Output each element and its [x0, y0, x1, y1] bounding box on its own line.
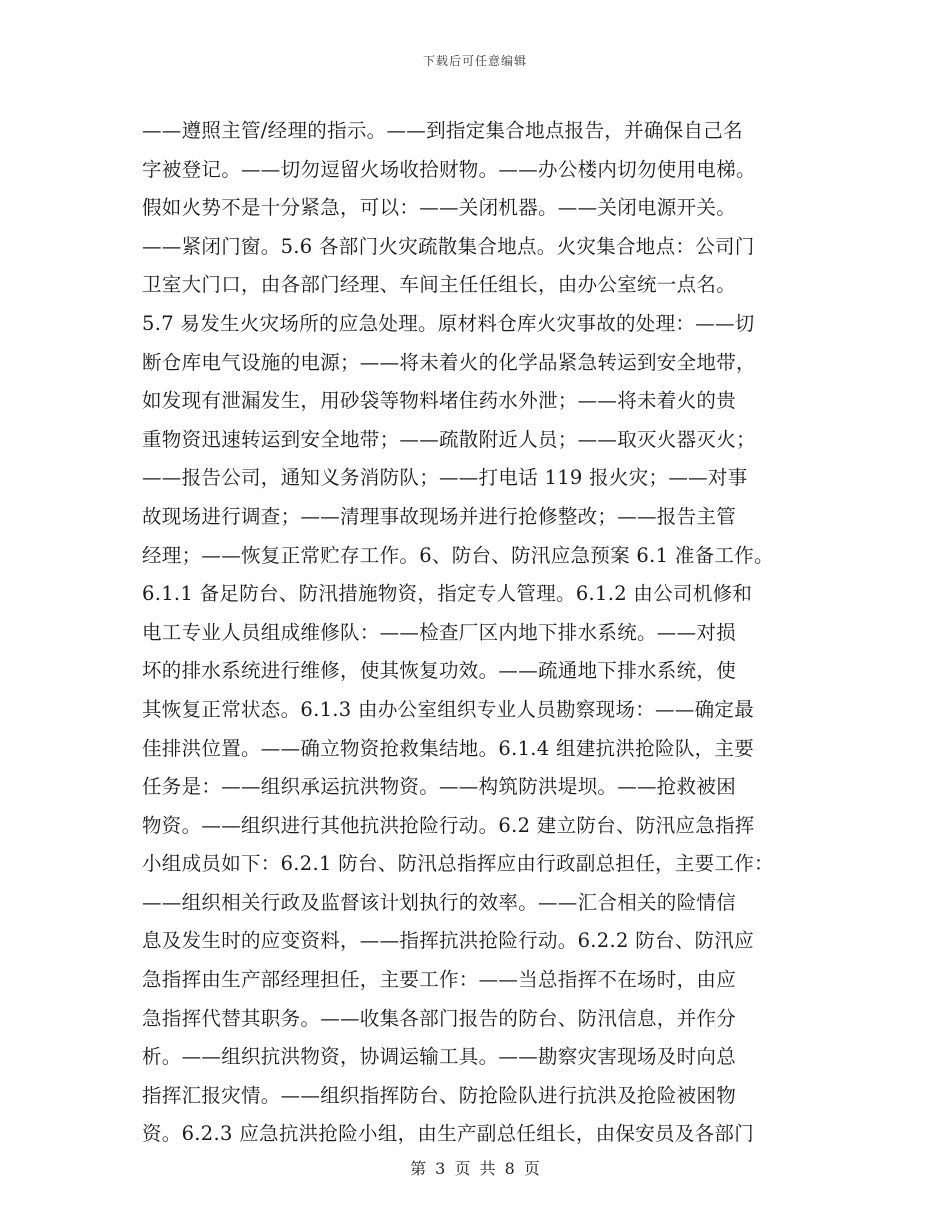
body-line: 息及发生时的应变资料，——指挥抗洪抢险行动。6.2.2 防台、防汛应 [142, 929, 755, 953]
document-body [142, 112, 822, 1154]
body-line: 5.7 易发生火灾场所的应急处理。原材料仓库火灾事故的处理：——切 [142, 311, 755, 335]
body-line: 急指挥由生产部经理担任，主要工作：——当总指挥不在场时，由应 [142, 968, 737, 992]
body-line: 字被登记。——切勿逗留火场收拾财物。——办公楼内切勿使用电梯。 [142, 157, 756, 181]
body-line: 资。6.2.3 应急抗洪抢险小组，由生产副总任组长，由保安员及各部门 [142, 1122, 755, 1146]
body-line: 析。——组织抗洪物资，协调运输工具。——勘察灾害现场及时向总 [142, 1045, 736, 1069]
body-line: 物资。——组织进行其他抗洪抢险行动。6.2 建立防台、防汛应急指挥 [142, 813, 755, 837]
body-line: 其恢复正常状态。6.1.3 由办公室组织专业人员勘察现场：——确定最 [142, 697, 755, 721]
body-line: 指挥汇报灾情。——组织指挥防台、防抢险队进行抗洪及抢险被困物 [142, 1083, 737, 1107]
body-line: 任务是：——组织承运抗洪物资。——构筑防洪堤坝。——抢救被困 [142, 775, 736, 799]
body-line: 小组成员如下：6.2.1 防台、防汛总指挥应由行政副总担任，主要工作： [142, 852, 774, 876]
page-header: 下载后可任意编辑 [422, 54, 527, 68]
page-number: 第 3 页 共 8 页 [410, 1159, 540, 1178]
body-line: 电工专业人员组成维修队：——检查厂区内地下排水系统。——对损 [142, 620, 736, 644]
body-line: 如发现有泄漏发生，用砂袋等物料堵住药水外泄；——将未着火的贵 [142, 389, 737, 413]
body-line: 6.1.1 备足防台、防汛措施物资，指定专人管理。6.1.2 由公司机修和 [142, 582, 753, 606]
body-line: 重物资迅速转运到安全地带；——疏散附近人员；——取灭火器灭火； [142, 427, 756, 451]
body-line: 卫室大门口，由各部门经理、车间主任任组长，由办公室统一点名。 [142, 273, 737, 297]
body-line: 故现场进行调查；——清理事故现场并进行抢修整改；——报告主管 [142, 504, 737, 528]
body-line: ——组织相关行政及监督该计划执行的效率。——汇合相关的险情信 [142, 890, 736, 914]
body-line: 假如火势不是十分紧急，可以：——关闭机器。——关闭电源开关。 [142, 196, 737, 220]
body-line: 断仓库电气设施的电源；——将未着火的化学品紧急转运到安全地带， [142, 350, 756, 374]
body-line: 经理；——恢复正常贮存工作。6、防台、防汛应急预案 6.1 准备工作。 [142, 543, 774, 567]
body-line: 佳排洪位置。——确立物资抢救集结地。6.1.4 组建抗洪抢险队，主要 [142, 736, 755, 760]
body-line: 急指挥代替其职务。——收集各部门报告的防台、防汛信息，并作分 [142, 1006, 737, 1030]
body-line: ——遵照主管/经理的指示。——到指定集合地点报告，并确保自己名 [142, 119, 743, 142]
body-line: 坏的排水系统进行维修，使其恢复功效。——疏通地下排水系统，使 [142, 659, 737, 683]
body-line: ——报告公司，通知义务消防队；——打电话 119 报火灾；——对事 [142, 466, 748, 490]
body-line: ——紧闭门窗。5.6 各部门火灾疏散集合地点。火灾集合地点：公司门 [142, 234, 755, 258]
